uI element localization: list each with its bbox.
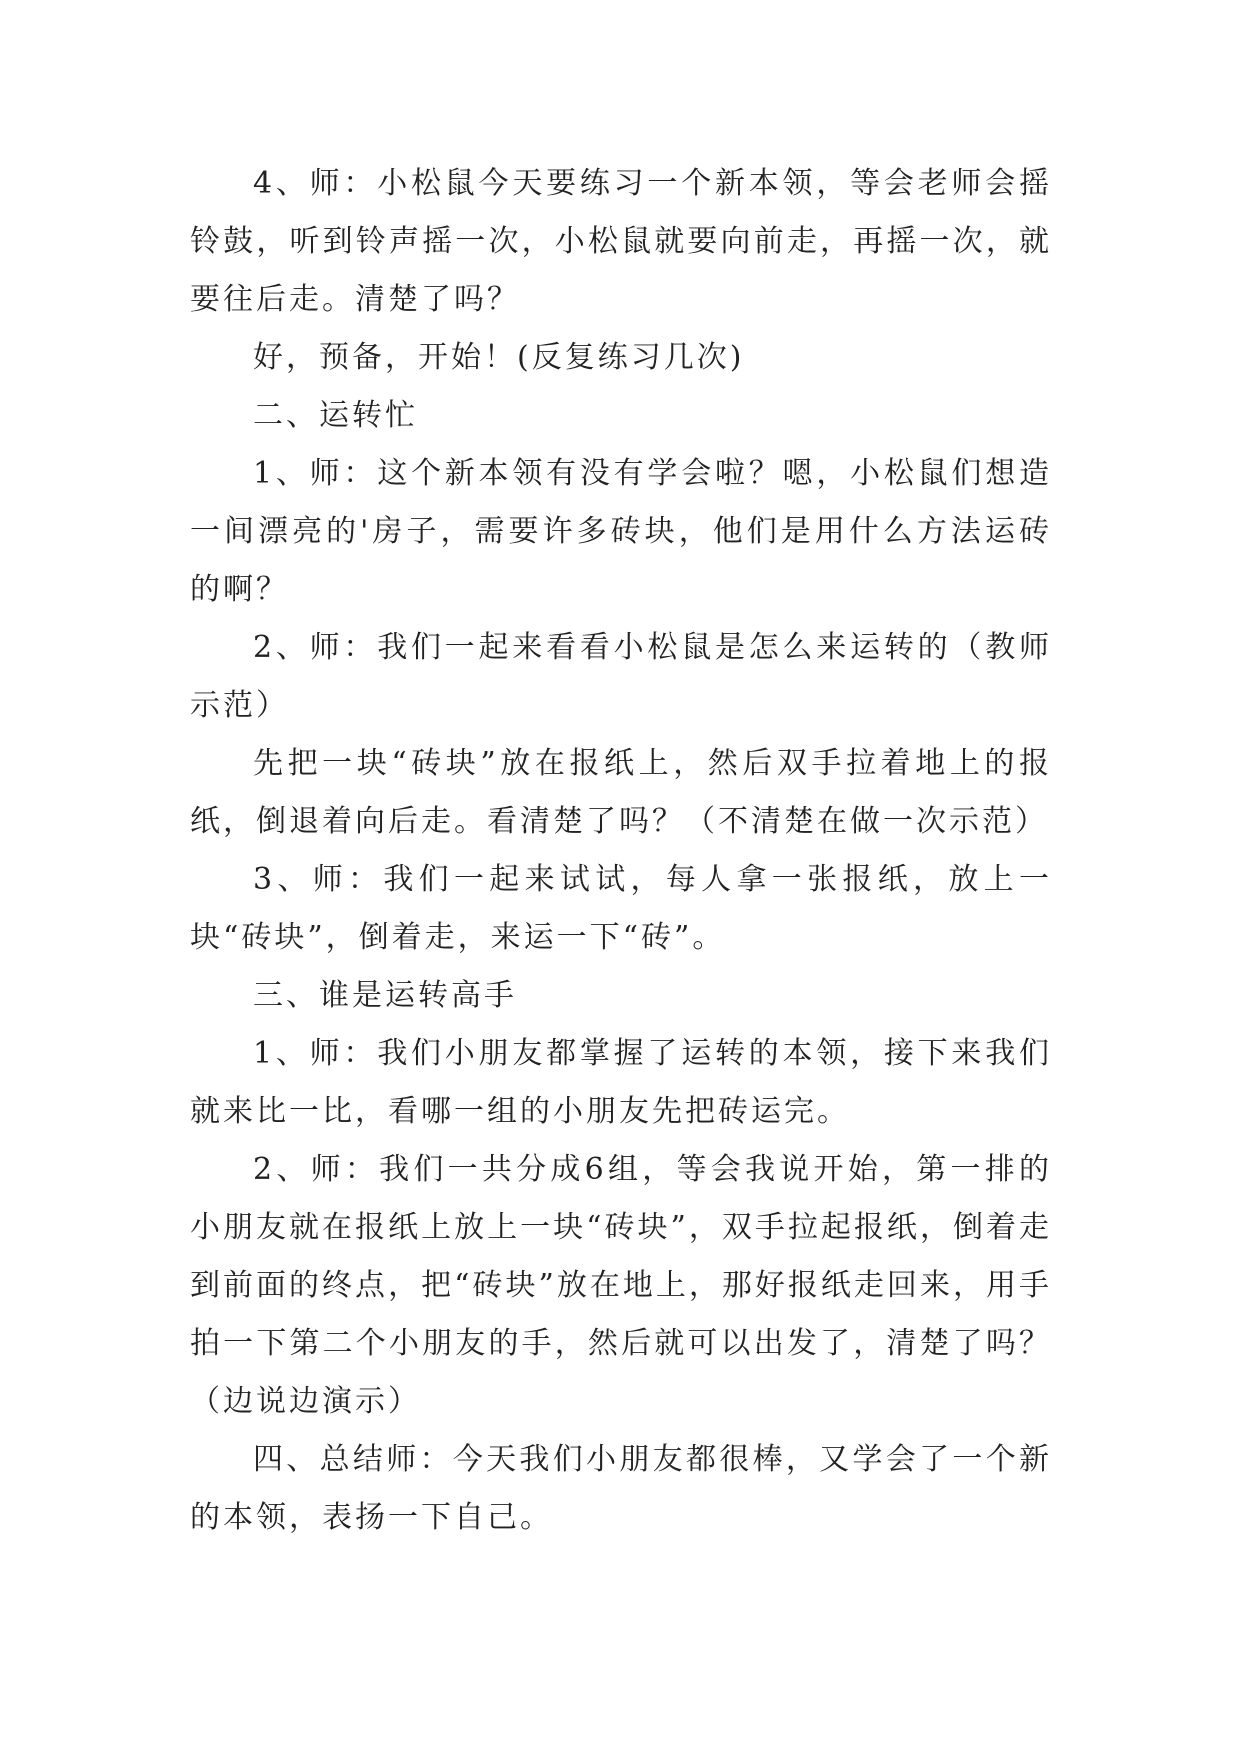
paragraph-start-practice: 好，预备，开始！(反复练习几次) (253, 340, 745, 375)
paragraph-demo: 先把一块“砖块”放在报纸上，然后双手拉着地上的报纸，倒退着向后走。看清楚了吗？（不清楚在做一次示范） (190, 746, 1052, 839)
paragraph-2-2: 2、师：我们一起来看看小松鼠是怎么来运转的（教师示范） (190, 630, 1052, 723)
section-summary: 四、总结师：今天我们小朋友都很棒，又学会了一个新的本领，表扬一下自己。 (190, 1442, 1052, 1535)
paragraph-2-1: 1、师：这个新本领有没有学会啦？嗯，小松鼠们想造一间漂亮的'房子，需要许多砖块，他们是用什么方法运砖的啊？ (190, 456, 1052, 607)
paragraph-step-4: 4、师：小松鼠今天要练习一个新本领，等会老师会摇铃鼓，听到铃声摇一次，小松鼠就要向前走，再摇一次，就要往后走。清楚了吗？ (190, 166, 1052, 317)
document-body (190, 155, 1052, 1547)
section-heading-2: 二、运转忙 (253, 398, 418, 433)
section-heading-3: 三、谁是运转高手 (253, 978, 517, 1013)
paragraph-2-3: 3、师：我们一起来试试，每人拿一张报纸，放上一块“砖块”，倒着走，来运一下“砖”。 (190, 862, 1052, 955)
paragraph-3-2: 2、师：我们一共分成6组，等会我说开始，第一排的小朋友就在报纸上放上一块“砖块”，双手拉起报纸，倒着走到前面的终点，把“砖块”放在地上，那好报纸走回来，用手拍一下第二个小朋友的手，然后就可以出发了，清楚了吗？（边说边演示） (190, 1152, 1052, 1419)
paragraph-3-1: 1、师：我们小朋友都掌握了运转的本领，接下来我们就来比一比，看哪一组的小朋友先把砖运完。 (190, 1036, 1052, 1129)
